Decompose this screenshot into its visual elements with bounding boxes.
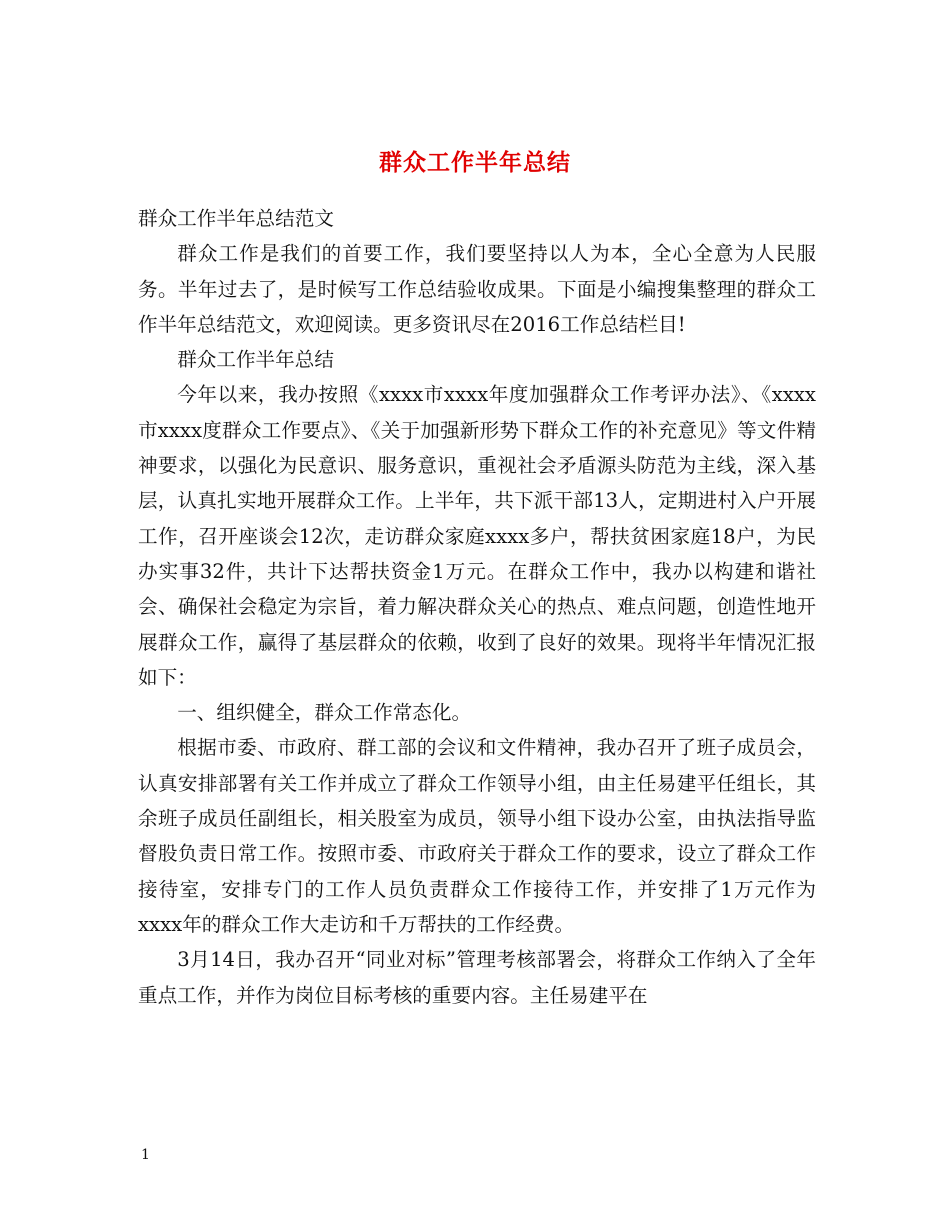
paragraph: 群众工作半年总结 <box>177 348 334 372</box>
paragraph: 群众工作是我们的首要工作，我们要坚持以人为本，全心全意为人民服务。半年过去了，是时候写工作总结验收成果。下面是小编搜集整理的群众工作半年总结范文，欢迎阅读。更多资讯尽在2016工作总结栏目! <box>138 242 816 336</box>
section-heading: 一、组织健全，群众工作常态化。 <box>177 701 472 725</box>
paragraph: 今年以来，我办按照《xxxx市xxxx年度加强群众工作考评办法》、《xxxx市xxxx度群众工作要点》、《关于加强新形势下群众工作的补充意见》等文件精神要求，以强化为民意识、服务意识，重视社会矛盾源头防范为主线，深入基层，认真扎实地开展群众工作。上半年，共下派干部13人，定期进村入户开展工作，召开座谈会12次，走访群众家庭xxxx多户，帮扶贫困家庭18户，为民办实事32件，共计下达帮扶资金1万元。在群众工作中，我办以构建和谐社会、确保社会稳定为宗旨，着力解决群众关心的热点、难点问题，创造性地开展群众工作，赢得了基层群众的依赖，收到了良好的效果。现将半年情况汇报如下： <box>138 383 816 689</box>
paragraph: 3月14日，我办召开“同业对标”管理考核部署会，将群众工作纳入了全年重点工作，并作为岗位目标考核的重要内容。主任易建平在 <box>138 948 816 1007</box>
document-title: 群众工作半年总结 <box>379 149 571 177</box>
paragraph: 群众工作半年总结范文 <box>138 207 334 230</box>
page-number: 1 <box>141 1147 150 1163</box>
paragraph: 根据市委、市政府、群工部的会议和文件精神，我办召开了班子成员会，认真安排部署有关工作并成立了群众工作领导小组，由主任易建平任组长，其余班子成员任副组长，相关股室为成员，领导小组下设办公室，由执法指导监督股负责日常工作。按照市委、市政府关于群众工作的要求，设立了群众工作接待室，安排专门的工作人员负责群众工作接待工作，并安排了1万元作为xxxx年的群众工作大走访和千万帮扶的工作经费。 <box>138 736 816 936</box>
document-body <box>138 201 816 1013</box>
